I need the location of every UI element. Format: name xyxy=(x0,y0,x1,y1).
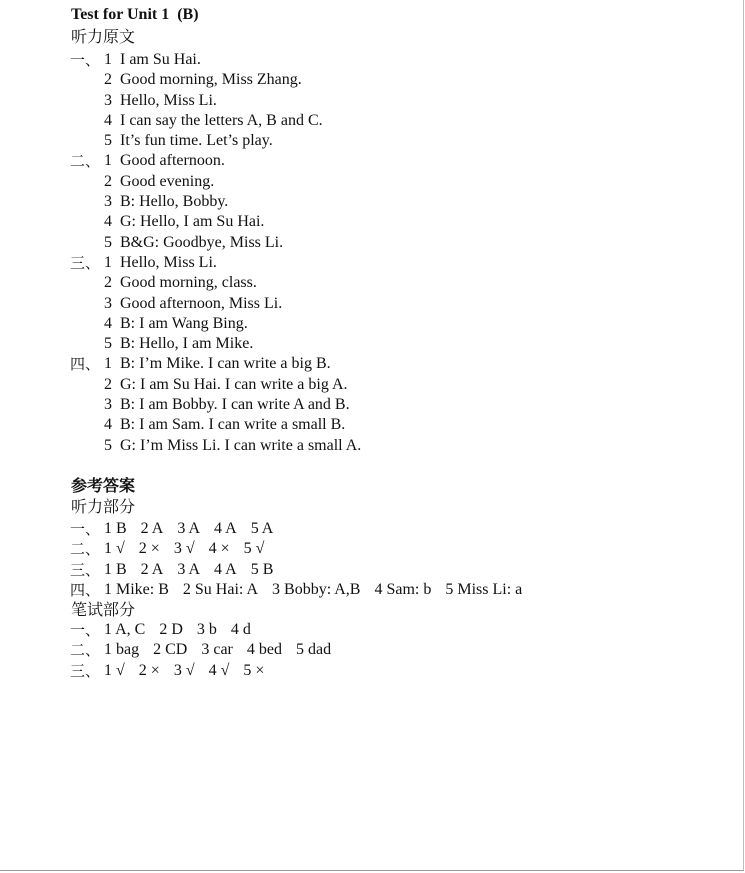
answer-item: 2 D xyxy=(159,621,183,638)
answer-row xyxy=(70,560,710,580)
answer-items xyxy=(104,539,264,559)
item-number: 3 xyxy=(104,396,112,414)
listening-answers-heading: 听力部分 xyxy=(71,497,136,516)
written-answers-heading: 笔试部分 xyxy=(71,600,136,619)
answer-item: 2 Su Hai: A xyxy=(182,580,259,598)
answer-row xyxy=(70,640,710,660)
script-line xyxy=(70,253,670,273)
answer-row xyxy=(70,661,710,681)
script-line xyxy=(70,273,670,293)
answer-item: 4 × xyxy=(208,540,230,558)
section-marker: 二、 xyxy=(70,540,101,559)
item-text: Good afternoon. xyxy=(120,152,225,170)
section-marker: 一、 xyxy=(70,51,101,69)
item-number: 4 xyxy=(104,111,112,129)
answer-item: 3 b xyxy=(196,621,217,638)
answer-item: 3 √ xyxy=(173,540,195,558)
answer-items xyxy=(104,560,273,580)
item-text: Hello, Miss Li. xyxy=(120,253,217,271)
section-marker: 一、 xyxy=(70,621,101,639)
item-number: 4 xyxy=(104,213,112,231)
item-text: Good evening. xyxy=(120,172,215,190)
script-line xyxy=(70,212,670,232)
answer-item: 5 dad xyxy=(295,641,332,659)
answer-item: 5 Miss Li: a xyxy=(445,580,523,598)
script-line xyxy=(70,151,670,171)
answer-item: 4 A xyxy=(214,520,237,537)
answer-item: 4 A xyxy=(214,560,237,578)
item-text: I am Su Hai. xyxy=(120,51,201,68)
script-line xyxy=(70,436,670,456)
answer-item: 4 bed xyxy=(246,641,282,659)
item-number: 4 xyxy=(104,416,112,434)
answer-item: 1 A, C xyxy=(104,621,146,638)
item-text: I can say the letters A, B and C. xyxy=(120,111,323,129)
section-marker: 三、 xyxy=(70,661,101,680)
answer-item: 4 d xyxy=(230,621,251,638)
script-line xyxy=(70,415,670,435)
answer-item: 2 × xyxy=(138,540,160,558)
item-number: 3 xyxy=(104,193,112,211)
item-number: 5 xyxy=(104,335,112,353)
answer-item: 2 × xyxy=(138,661,160,679)
answer-row xyxy=(70,580,710,600)
item-number: 1 xyxy=(104,51,112,68)
script-line xyxy=(70,233,670,253)
item-text: Hello, Miss Li. xyxy=(120,91,217,109)
script-line xyxy=(70,131,670,151)
section-marker: 二、 xyxy=(70,641,101,660)
section-marker: 二、 xyxy=(70,152,101,171)
answer-row xyxy=(70,620,710,640)
answer-item: 4 Sam: b xyxy=(374,580,432,598)
answer-item: 4 √ xyxy=(208,661,230,679)
item-text: B: I am Bobby. I can write A and B. xyxy=(120,396,350,414)
script-line xyxy=(70,334,670,354)
section-marker: 三、 xyxy=(70,560,101,579)
section-marker: 四、 xyxy=(70,580,101,599)
item-number: 4 xyxy=(104,314,112,332)
answer-item: 2 A xyxy=(140,520,164,537)
section-marker: 一、 xyxy=(70,520,101,538)
script-line xyxy=(70,70,670,90)
answer-item: 3 A xyxy=(177,560,201,578)
section-marker: 四、 xyxy=(70,355,101,374)
script-line xyxy=(70,111,670,131)
item-text: Good morning, Miss Zhang. xyxy=(120,71,302,89)
script-line xyxy=(70,91,670,111)
item-text: B: Hello, Bobby. xyxy=(120,193,229,211)
item-text: G: I am Su Hai. I can write a big A. xyxy=(120,375,348,393)
answer-item: 2 A xyxy=(140,560,164,578)
item-text: Good afternoon, Miss Li. xyxy=(120,294,283,312)
item-text: B: I am Sam. I can write a small B. xyxy=(120,416,346,434)
item-text: B&G: Goodbye, Miss Li. xyxy=(120,233,284,251)
section-marker: 三、 xyxy=(70,253,101,272)
script-line xyxy=(70,354,670,374)
answer-item: 1 Mike: B xyxy=(104,580,169,598)
item-number: 2 xyxy=(104,172,112,190)
answer-items xyxy=(104,640,331,660)
answer-item: 5 √ xyxy=(243,540,265,558)
item-number: 5 xyxy=(104,233,112,251)
item-text: G: Hello, I am Su Hai. xyxy=(120,213,265,231)
listening-script xyxy=(70,50,670,456)
script-line xyxy=(70,314,670,334)
script-line xyxy=(70,395,670,415)
script-line xyxy=(70,375,670,395)
listening-answers xyxy=(70,519,710,600)
answer-item: 1 B xyxy=(104,520,127,537)
written-answers xyxy=(70,620,710,681)
item-text: B: Hello, I am Mike. xyxy=(120,335,254,353)
answer-items xyxy=(104,620,251,640)
answer-item: 3 A xyxy=(177,520,201,537)
answer-item: 1 √ xyxy=(104,540,125,558)
answer-item: 1 B xyxy=(104,560,127,578)
page-title: Test for Unit 1 (B) xyxy=(71,6,199,23)
answer-item: 5 × xyxy=(243,661,265,679)
item-number: 1 xyxy=(104,355,112,373)
answer-item: 5 A xyxy=(250,520,274,537)
item-text: B: I am Wang Bing. xyxy=(120,314,248,332)
answer-items xyxy=(104,519,273,539)
item-number: 1 xyxy=(104,152,112,170)
answer-row xyxy=(70,519,710,539)
listening-script-heading: 听力原文 xyxy=(71,27,136,46)
answer-item: 1 bag xyxy=(104,641,140,659)
answer-item: 3 Bobby: A,B xyxy=(272,580,361,598)
answer-item: 5 B xyxy=(250,560,274,578)
item-number: 2 xyxy=(104,375,112,393)
answer-item: 3 car xyxy=(201,641,233,659)
item-text: Good morning, class. xyxy=(120,274,257,292)
item-number: 5 xyxy=(104,132,112,150)
script-line xyxy=(70,192,670,212)
answer-item: 1 √ xyxy=(104,661,125,679)
item-number: 5 xyxy=(104,436,112,454)
script-line xyxy=(70,294,670,314)
item-number: 1 xyxy=(104,253,112,271)
answer-items xyxy=(104,580,522,600)
answer-items xyxy=(104,661,264,681)
answer-item: 2 CD xyxy=(153,641,188,659)
answer-key-heading: 参考答案 xyxy=(71,476,136,495)
item-text: It’s fun time. Let’s play. xyxy=(120,132,273,150)
answer-row xyxy=(70,539,710,559)
script-line xyxy=(70,172,670,192)
item-number: 2 xyxy=(104,71,112,89)
script-line xyxy=(70,50,670,70)
answer-item: 3 √ xyxy=(173,661,195,679)
item-number: 3 xyxy=(104,294,112,312)
item-number: 3 xyxy=(104,91,112,109)
item-number: 2 xyxy=(104,274,112,292)
item-text: G: I’m Miss Li. I can write a small A. xyxy=(120,436,362,454)
item-text: B: I’m Mike. I can write a big B. xyxy=(120,355,331,373)
